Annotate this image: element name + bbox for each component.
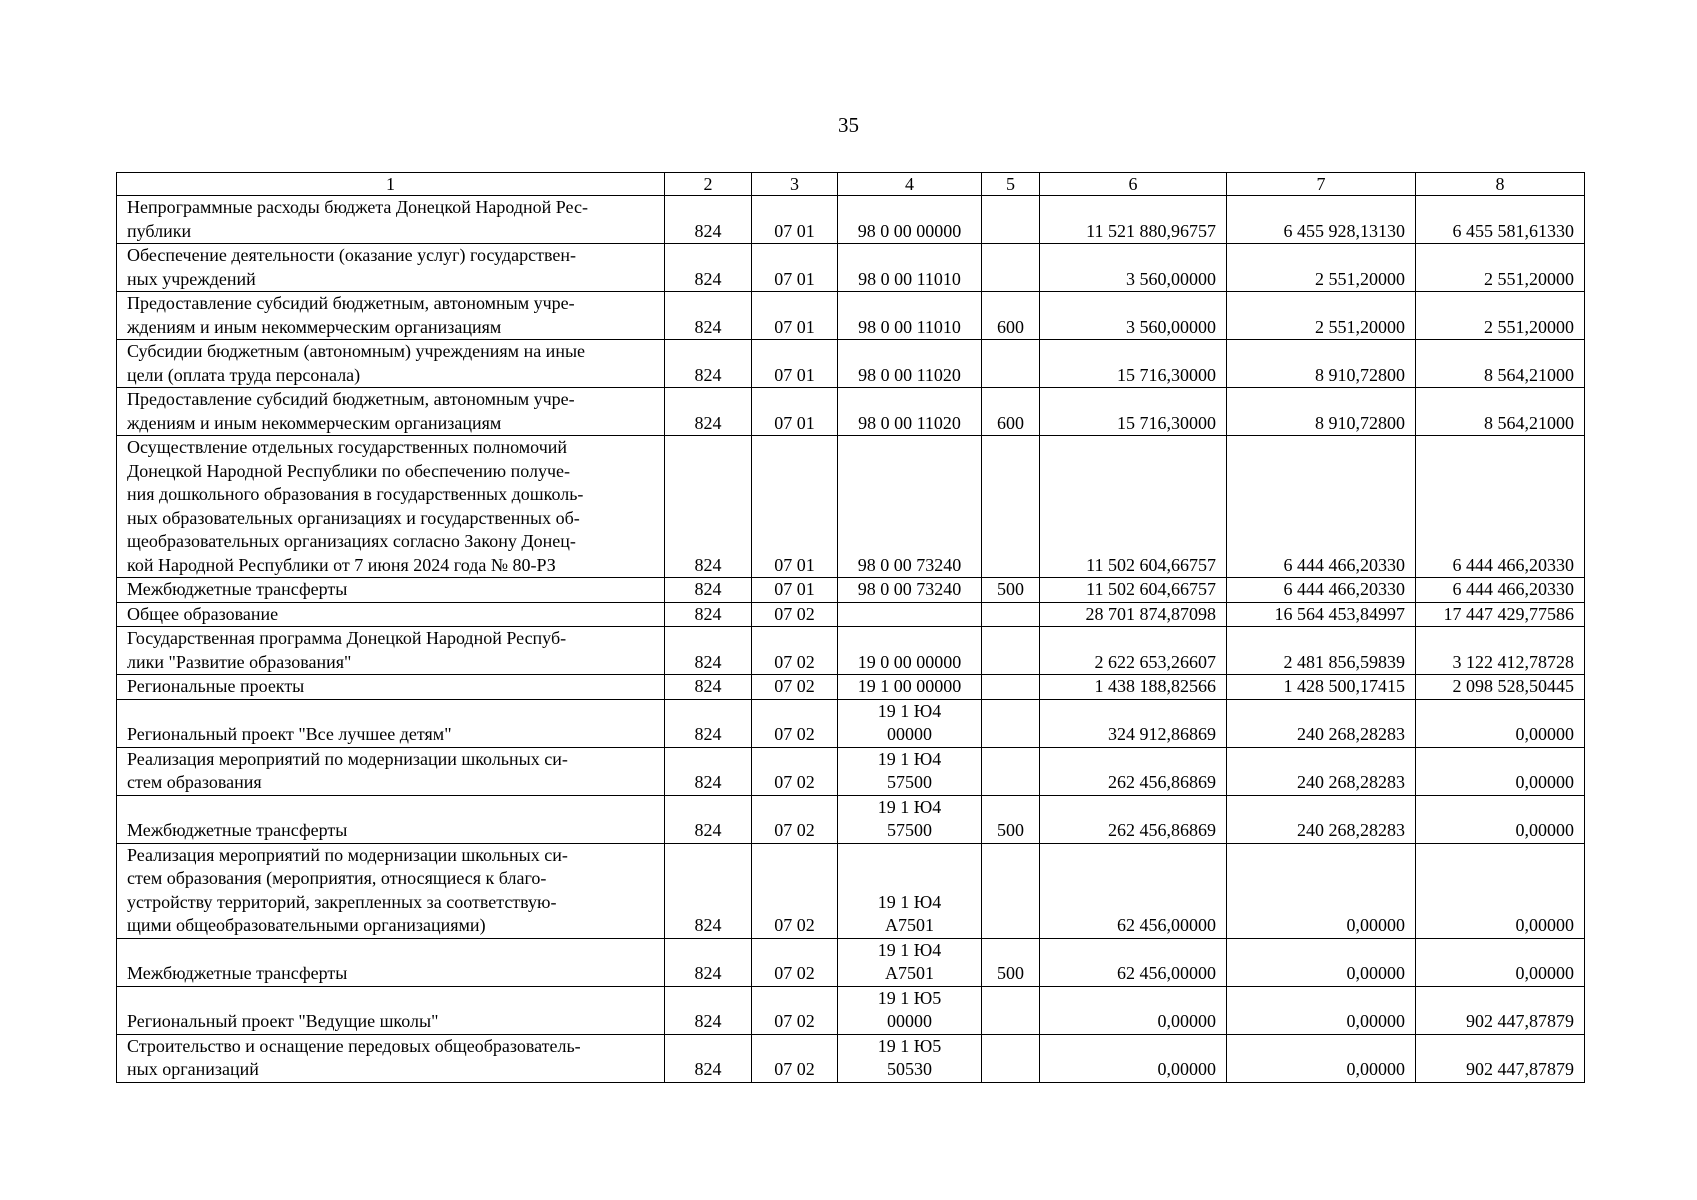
budget-table xyxy=(116,172,1585,1083)
row-description: Строительство и оснащение передовых общеобразователь- ных организаций xyxy=(127,1035,581,1079)
cell-expense-type: 500 xyxy=(982,578,1040,603)
cell-expense-type xyxy=(982,675,1040,700)
cell-target-code: 98 0 00 73240 xyxy=(838,578,982,603)
cell-amount-col7: 0,00000 xyxy=(1227,986,1416,1034)
row-description: Субсидии бюджетным (автономным) учреждениям на иные цели (оплата труда персонала) xyxy=(127,341,586,385)
cell-amount-col6: 62 456,00000 xyxy=(1040,938,1227,986)
cell-section-code: 07 02 xyxy=(752,602,838,627)
row-description: Межбюджетные трансферты xyxy=(127,963,348,983)
cell-ministry-code: 824 xyxy=(665,1034,752,1082)
header-col-8: 8 xyxy=(1416,173,1585,196)
cell-target-code: 98 0 00 11010 xyxy=(838,244,982,292)
cell-target-code: 19 0 00 00000 xyxy=(838,627,982,675)
cell-expense-type xyxy=(982,699,1040,747)
table-row xyxy=(117,196,1585,244)
cell-amount-col8: 902 447,87879 xyxy=(1416,1034,1585,1082)
cell-amount-col7: 240 268,28283 xyxy=(1227,747,1416,795)
cell-amount-col7: 0,00000 xyxy=(1227,1034,1416,1082)
cell-name xyxy=(117,196,665,244)
cell-ministry-code: 824 xyxy=(665,340,752,388)
header-row xyxy=(117,173,1585,196)
cell-section-code: 07 02 xyxy=(752,699,838,747)
cell-amount-col8: 17 447 429,77586 xyxy=(1416,602,1585,627)
cell-amount-col6: 1 438 188,82566 xyxy=(1040,675,1227,700)
table-row xyxy=(117,627,1585,675)
cell-section-code: 07 02 xyxy=(752,747,838,795)
row-description: Межбюджетные трансферты xyxy=(127,820,348,840)
cell-name xyxy=(117,436,665,578)
cell-expense-type xyxy=(982,196,1040,244)
cell-section-code: 07 01 xyxy=(752,196,838,244)
cell-amount-col8: 6 444 466,20330 xyxy=(1416,436,1585,578)
table-row xyxy=(117,795,1585,843)
cell-amount-col8: 6 444 466,20330 xyxy=(1416,578,1585,603)
cell-amount-col7: 2 481 856,59839 xyxy=(1227,627,1416,675)
cell-name xyxy=(117,747,665,795)
cell-amount-col6: 0,00000 xyxy=(1040,986,1227,1034)
cell-amount-col7: 6 444 466,20330 xyxy=(1227,436,1416,578)
cell-target-code: 19 1 00 00000 xyxy=(838,675,982,700)
cell-target-code: 19 1 Ю4 A7501 xyxy=(838,938,982,986)
cell-name xyxy=(117,699,665,747)
cell-amount-col6: 0,00000 xyxy=(1040,1034,1227,1082)
cell-section-code: 07 02 xyxy=(752,1034,838,1082)
cell-section-code: 07 02 xyxy=(752,986,838,1034)
row-description: Предоставление субсидий бюджетным, автономным учре- ждениям и иным некоммерческим организациям xyxy=(127,389,575,433)
cell-amount-col7: 0,00000 xyxy=(1227,938,1416,986)
cell-expense-type xyxy=(982,747,1040,795)
cell-ministry-code: 824 xyxy=(665,292,752,340)
cell-section-code: 07 01 xyxy=(752,436,838,578)
header-col-3: 3 xyxy=(752,173,838,196)
cell-expense-type xyxy=(982,843,1040,938)
row-description: Обеспечение деятельности (оказание услуг) государствен- ных учреждений xyxy=(127,245,577,289)
cell-target-code: 98 0 00 00000 xyxy=(838,196,982,244)
cell-name xyxy=(117,340,665,388)
cell-expense-type xyxy=(982,602,1040,627)
table-row xyxy=(117,675,1585,700)
table-row xyxy=(117,340,1585,388)
cell-ministry-code: 824 xyxy=(665,986,752,1034)
cell-name xyxy=(117,843,665,938)
cell-expense-type: 600 xyxy=(982,388,1040,436)
cell-amount-col7: 1 428 500,17415 xyxy=(1227,675,1416,700)
cell-amount-col6: 62 456,00000 xyxy=(1040,843,1227,938)
header-col-4: 4 xyxy=(838,173,982,196)
cell-name xyxy=(117,1034,665,1082)
table-row xyxy=(117,986,1585,1034)
cell-section-code: 07 01 xyxy=(752,578,838,603)
cell-name xyxy=(117,938,665,986)
table-row xyxy=(117,388,1585,436)
cell-target-code xyxy=(838,602,982,627)
cell-expense-type: 600 xyxy=(982,292,1040,340)
cell-amount-col7: 8 910,72800 xyxy=(1227,388,1416,436)
cell-expense-type xyxy=(982,244,1040,292)
page-number: 35 xyxy=(838,113,859,137)
cell-amount-col6: 28 701 874,87098 xyxy=(1040,602,1227,627)
cell-amount-col6: 262 456,86869 xyxy=(1040,795,1227,843)
cell-expense-type xyxy=(982,1034,1040,1082)
cell-expense-type: 500 xyxy=(982,795,1040,843)
cell-amount-col7: 240 268,28283 xyxy=(1227,699,1416,747)
cell-ministry-code: 824 xyxy=(665,699,752,747)
row-description: Региональный проект "Ведущие школы" xyxy=(127,1011,439,1031)
cell-amount-col6: 15 716,30000 xyxy=(1040,340,1227,388)
cell-amount-col6: 3 560,00000 xyxy=(1040,292,1227,340)
cell-section-code: 07 02 xyxy=(752,938,838,986)
cell-section-code: 07 02 xyxy=(752,795,838,843)
cell-name xyxy=(117,244,665,292)
cell-section-code: 07 01 xyxy=(752,340,838,388)
cell-section-code: 07 02 xyxy=(752,843,838,938)
header-col-7: 7 xyxy=(1227,173,1416,196)
cell-section-code: 07 01 xyxy=(752,244,838,292)
cell-ministry-code: 824 xyxy=(665,843,752,938)
cell-amount-col8: 0,00000 xyxy=(1416,795,1585,843)
cell-amount-col6: 324 912,86869 xyxy=(1040,699,1227,747)
cell-amount-col7: 8 910,72800 xyxy=(1227,340,1416,388)
row-description: Государственная программа Донецкой Народной Респуб- лики "Развитие образования" xyxy=(127,628,567,672)
cell-ministry-code: 824 xyxy=(665,196,752,244)
cell-target-code: 98 0 00 11020 xyxy=(838,340,982,388)
cell-amount-col8: 0,00000 xyxy=(1416,747,1585,795)
cell-amount-col7: 240 268,28283 xyxy=(1227,795,1416,843)
cell-target-code: 98 0 00 11010 xyxy=(838,292,982,340)
cell-expense-type xyxy=(982,436,1040,578)
cell-amount-col6: 11 521 880,96757 xyxy=(1040,196,1227,244)
table-row xyxy=(117,292,1585,340)
cell-amount-col7: 16 564 453,84997 xyxy=(1227,602,1416,627)
cell-ministry-code: 824 xyxy=(665,436,752,578)
cell-target-code: 19 1 Ю4 A7501 xyxy=(838,843,982,938)
cell-amount-col8: 0,00000 xyxy=(1416,938,1585,986)
cell-section-code: 07 01 xyxy=(752,388,838,436)
cell-section-code: 07 02 xyxy=(752,627,838,675)
cell-amount-col6: 11 502 604,66757 xyxy=(1040,436,1227,578)
cell-ministry-code: 824 xyxy=(665,602,752,627)
cell-amount-col6: 15 716,30000 xyxy=(1040,388,1227,436)
table-row xyxy=(117,578,1585,603)
cell-target-code: 19 1 Ю4 57500 xyxy=(838,747,982,795)
table-row xyxy=(117,244,1585,292)
row-description: Общее образование xyxy=(127,603,279,624)
cell-amount-col8: 2 551,20000 xyxy=(1416,244,1585,292)
cell-ministry-code: 824 xyxy=(665,795,752,843)
cell-name xyxy=(117,388,665,436)
cell-name xyxy=(117,602,665,627)
cell-amount-col8: 2 551,20000 xyxy=(1416,292,1585,340)
table-row xyxy=(117,436,1585,578)
cell-amount-col8: 8 564,21000 xyxy=(1416,388,1585,436)
cell-expense-type xyxy=(982,340,1040,388)
cell-name xyxy=(117,986,665,1034)
cell-name xyxy=(117,675,665,700)
cell-expense-type xyxy=(982,627,1040,675)
cell-name xyxy=(117,292,665,340)
cell-amount-col8: 0,00000 xyxy=(1416,843,1585,938)
cell-expense-type xyxy=(982,986,1040,1034)
cell-amount-col6: 262 456,86869 xyxy=(1040,747,1227,795)
cell-target-code: 19 1 Ю5 00000 xyxy=(838,986,982,1034)
cell-amount-col8: 2 098 528,50445 xyxy=(1416,675,1585,700)
table-row xyxy=(117,699,1585,747)
cell-ministry-code: 824 xyxy=(665,388,752,436)
cell-ministry-code: 824 xyxy=(665,747,752,795)
table-row xyxy=(117,843,1585,938)
cell-target-code: 98 0 00 73240 xyxy=(838,436,982,578)
cell-amount-col6: 3 560,00000 xyxy=(1040,244,1227,292)
cell-ministry-code: 824 xyxy=(665,938,752,986)
row-description: Региональные проекты xyxy=(127,676,305,696)
cell-ministry-code: 824 xyxy=(665,244,752,292)
cell-target-code: 19 1 Ю4 57500 xyxy=(838,795,982,843)
cell-amount-col7: 2 551,20000 xyxy=(1227,292,1416,340)
cell-ministry-code: 824 xyxy=(665,578,752,603)
table-row xyxy=(117,747,1585,795)
cell-amount-col8: 902 447,87879 xyxy=(1416,986,1585,1034)
cell-name xyxy=(117,795,665,843)
header-col-5: 5 xyxy=(982,173,1040,196)
cell-amount-col7: 2 551,20000 xyxy=(1227,244,1416,292)
row-description: Непрограммные расходы бюджета Донецкой Народной Рес- публики xyxy=(127,197,588,241)
cell-target-code: 19 1 Ю5 50530 xyxy=(838,1034,982,1082)
row-description: Реализация мероприятий по модернизации школьных си- стем образования xyxy=(127,748,568,792)
cell-amount-col8: 6 455 581,61330 xyxy=(1416,196,1585,244)
cell-ministry-code: 824 xyxy=(665,675,752,700)
cell-ministry-code: 824 xyxy=(665,627,752,675)
row-description: Осуществление отдельных государственных полномочий Донецкой Народной Республики по обеспечению получе- ния дошкольного образования в государственных дошколь- ных образовательных организациях и государственных об- щеобразовательных организациях согласно Закону Донец- кой Народной Республики от 7 июня 2024 года № 80-РЗ xyxy=(127,437,584,575)
table-row xyxy=(117,938,1585,986)
cell-section-code: 07 02 xyxy=(752,675,838,700)
cell-target-code: 19 1 Ю4 00000 xyxy=(838,699,982,747)
table-body xyxy=(117,196,1585,1083)
header-col-2: 2 xyxy=(665,173,752,196)
cell-target-code: 98 0 00 11020 xyxy=(838,388,982,436)
cell-amount-col6: 2 622 653,26607 xyxy=(1040,627,1227,675)
cell-amount-col7: 6 455 928,13130 xyxy=(1227,196,1416,244)
header-col-1: 1 xyxy=(117,173,665,196)
cell-amount-col8: 8 564,21000 xyxy=(1416,340,1585,388)
cell-name xyxy=(117,578,665,603)
row-description: Межбюджетные трансферты xyxy=(127,579,348,599)
row-description: Региональный проект "Все лучшее детям" xyxy=(127,724,452,744)
cell-amount-col8: 3 122 412,78728 xyxy=(1416,627,1585,675)
cell-amount-col7: 0,00000 xyxy=(1227,843,1416,938)
table-row xyxy=(117,1034,1585,1082)
row-description: Предоставление субсидий бюджетным, автономным учре- ждениям и иным некоммерческим организациям xyxy=(127,293,575,337)
header-col-6: 6 xyxy=(1040,173,1227,196)
table-row xyxy=(117,602,1585,627)
cell-section-code: 07 01 xyxy=(752,292,838,340)
cell-amount-col8: 0,00000 xyxy=(1416,699,1585,747)
table-header xyxy=(117,173,1585,196)
cell-expense-type: 500 xyxy=(982,938,1040,986)
cell-name xyxy=(117,627,665,675)
cell-amount-col6: 11 502 604,66757 xyxy=(1040,578,1227,603)
row-description: Реализация мероприятий по модернизации школьных си- стем образования (мероприятия, относящиеся к благо- устройству территорий, закрепленных за соответствую- щими общеобразовательными организациями) xyxy=(127,844,568,935)
cell-amount-col7: 6 444 466,20330 xyxy=(1227,578,1416,603)
